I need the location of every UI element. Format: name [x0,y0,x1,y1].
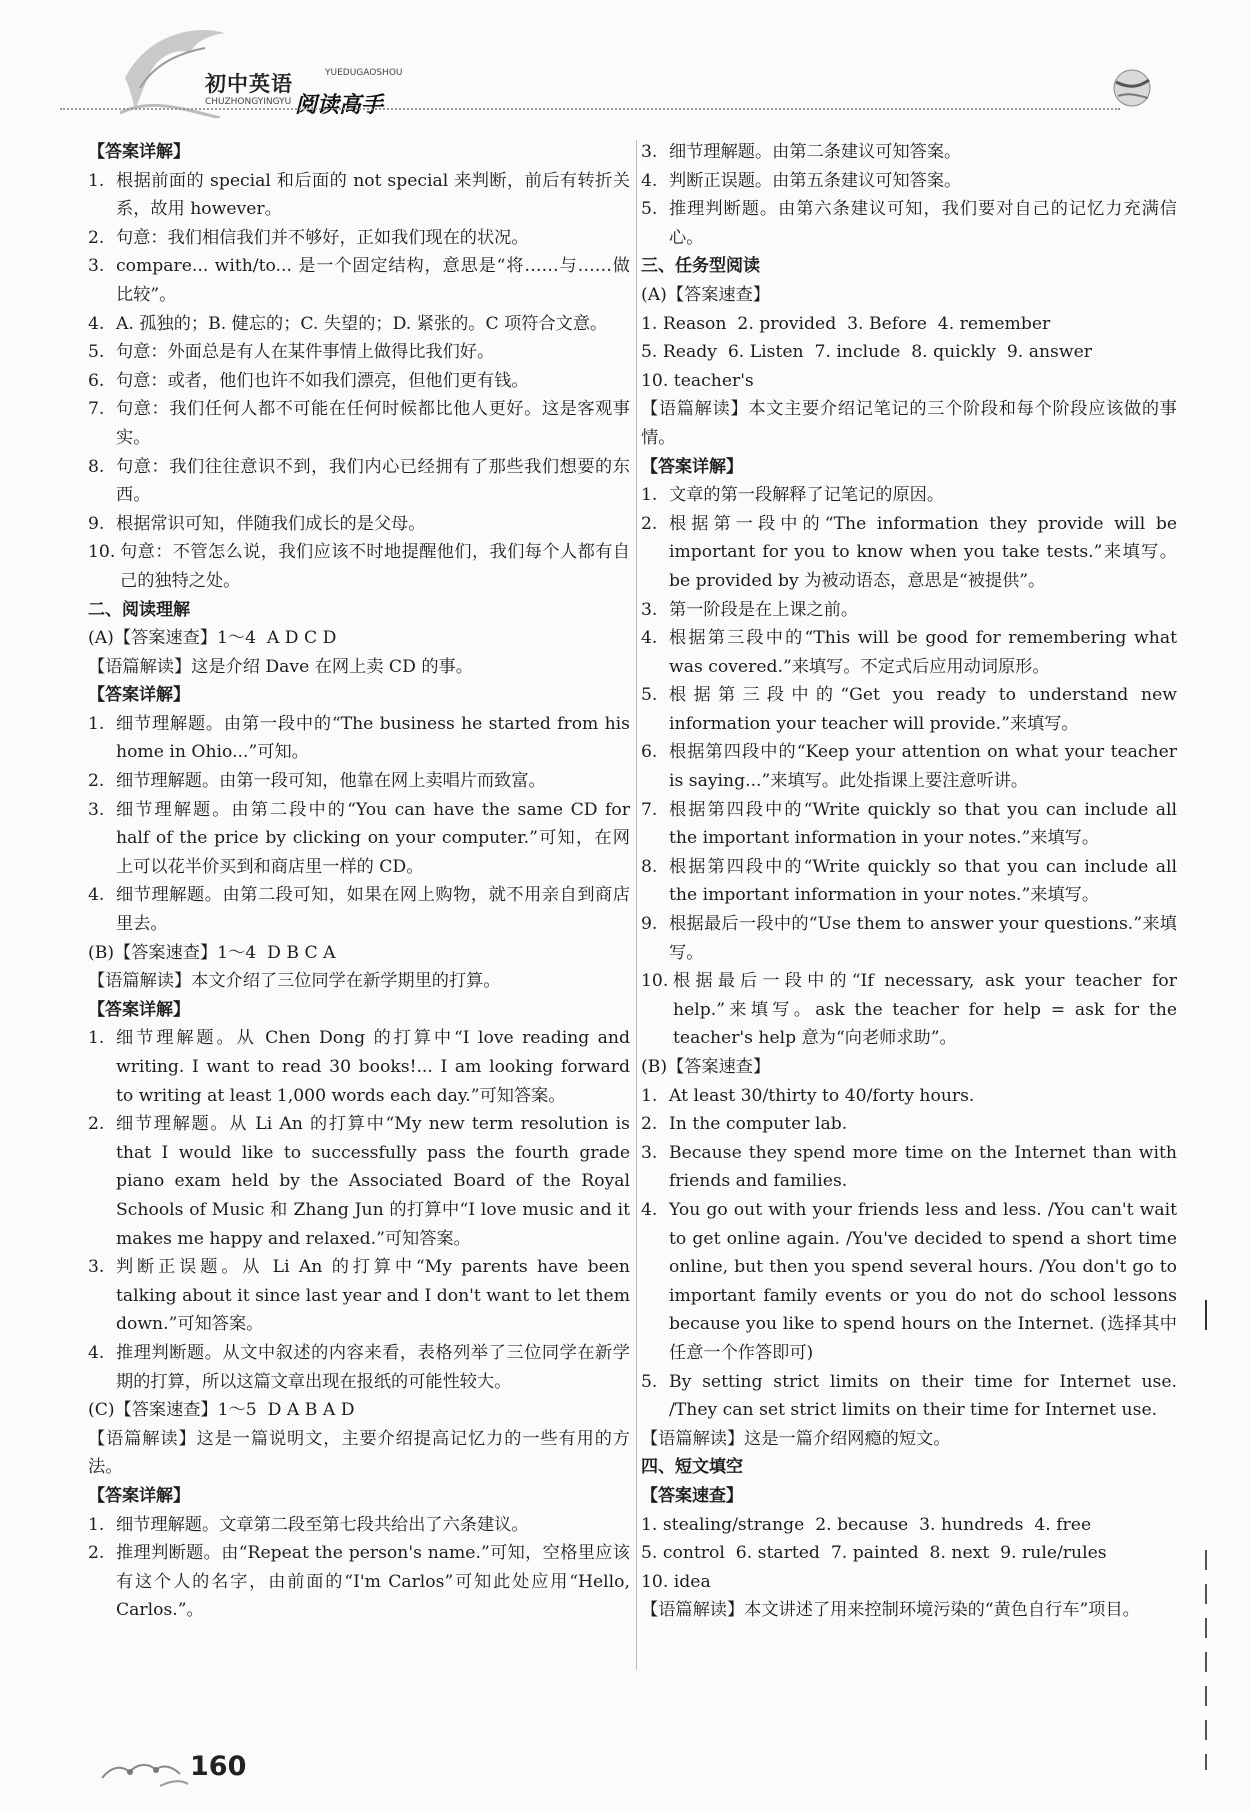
item-number: 4. [88,313,105,334]
ball-icon [1112,68,1152,108]
item-text: 根据第三段中的“Get you ready to understand new information your teacher will provide.”来填写。 [669,685,1177,734]
item-text: 根据最后一段中的“If necessary, ask your teacher for help.”来填写。ask the teacher for help = ask for the teacher's help 意为“向老师求助”。 [673,971,1177,1049]
item-text: In the computer lab. [669,1114,848,1135]
section-heading: 【答案详解】 [88,1485,190,1506]
answer-row: 1. Reason 2. provided 3. Before 4. remember [641,313,1051,334]
list-item [641,1368,1177,1425]
answer-row: 5. control 6. started 7. painted 8. next 9. rule/rules [641,1543,1107,1564]
item-text: 细节理解题。从 Chen Dong 的打算中“I love reading and writing. I want to read 30 books!... I am looking forward to writing at least 1,000 words each day.”可知答案。 [116,1028,630,1106]
list-item [641,481,1177,510]
item-text: 根据第四段中的“Write quickly so that you can include all the important information in your notes.”来填写。 [669,799,1177,849]
item-text: 细节理解题。文章第二段至第七段共给出了六条建议。 [116,1514,529,1535]
answer-row: 10. idea [641,1571,711,1592]
item-number: 7. [88,399,105,420]
item-number: 4. [88,885,105,906]
answer-row: 10. teacher's [641,370,754,391]
list-item [88,338,630,367]
list-item [88,1253,630,1339]
item-number: 1. [641,485,658,506]
list-item [641,796,1177,853]
brand-subtitle: 阅读高手 [295,93,384,118]
list-item [88,453,630,510]
column-divider [636,140,637,1670]
list-item [88,1024,630,1110]
list-item [641,596,1177,625]
answer-key-heading: (A)【答案速查】 [641,284,770,305]
footer-ornament-icon [100,1750,190,1790]
answer-key: (B)【答案速查】1～4 D B C A [88,942,336,963]
section-title: 二、阅读理解 [88,599,190,620]
item-number: 3. [88,256,105,277]
list-item [641,624,1177,681]
item-number: 5. [641,199,658,220]
item-text: 根据前面的 special 和后面的 not special 来判断，前后有转折关系，故用 however。 [116,170,630,220]
item-number: 7. [641,799,658,820]
passage-summary: 【语篇解读】本文讲述了用来控制环境污染的“黄色自行车”项目。 [641,1600,1140,1621]
list-item [88,1110,630,1253]
answer-row: 5. Ready 6. Listen 7. include 8. quickly 9. answer [641,342,1092,363]
answer-key-heading: (B)【答案速查】 [641,1057,771,1077]
item-number: 2. [641,1114,658,1135]
item-text: 根据第一段中的“The information they provide will be important for you to know when you take tests.”来填写。be provided by 为被动语态，意思是“被提供”。 [669,513,1177,591]
list-item [88,881,630,938]
item-number: 8. [88,456,105,477]
passage-summary: 【语篇解读】这是一篇说明文，主要介绍提高记忆力的一些有用的方法。 [88,1428,630,1478]
list-item [641,1110,1177,1139]
item-number: 9. [88,513,105,534]
item-number: 1. [88,170,105,191]
list-item [88,1539,630,1625]
header-divider [60,108,1120,110]
item-number: 1. [641,1085,658,1106]
item-number: 1. [88,1514,105,1535]
list-item [88,1339,630,1396]
section-heading: 【答案详解】 [88,142,190,162]
item-number: 2. [641,513,658,534]
brand-pinyin-top: YUEDUGAOSHOU [325,68,403,78]
item-number: 10. [88,542,116,563]
item-number: 6. [641,742,658,763]
list-item [641,853,1177,910]
item-text: 第一阶段是在上课之前。 [669,599,859,620]
item-text: 细节理解题。由第二条建议可知答案。 [669,142,962,162]
item-text: 推理判断题。由第六条建议可知，我们要对自己的记忆力充满信心。 [669,199,1177,248]
list-item [88,796,630,882]
answer-key: (A)【答案速查】1～4 A D C D [88,628,337,649]
item-text: 根据第四段中的“Write quickly so that you can include all the important information in your notes.”来填写。 [669,856,1177,906]
item-number: 3. [641,1142,658,1163]
list-item [88,310,630,339]
item-text: By setting strict limits on their time for Internet use. /They can set strict limits on their time for Internet use. [669,1371,1177,1421]
item-number: 10. [641,971,669,992]
list-item [641,738,1177,795]
list-item [88,510,630,539]
item-text: 细节理解题。由第二段中的“You can have the same CD for half of the price by clicking on your computer.”可知，在网上可以花半价买到和商店里一样的 CD。 [116,799,630,877]
item-text: At least 30/thirty to 40/forty hours. [669,1085,975,1106]
item-text: 推理判断题。由“Repeat the person's name.”可知，空格里应该有这个人的名字，由前面的“I'm Carlos”可知此处应用“Hello, Carlos.”。 [116,1543,630,1621]
item-text: You go out with your friends less and less. /You can't wait to get online again. /You've decided to spend a short time online, but then you spend several hours. /You don't go to important family events or you do not do school lessons because you like to spend hours on the Internet. (选择其中任意一个作答即可) [669,1199,1177,1363]
list-item [88,367,630,396]
item-text: 细节理解题。由第一段可知，他靠在网上卖唱片而致富。 [116,771,546,792]
item-number: 4. [641,628,658,649]
list-item [641,681,1177,738]
list-item [641,967,1177,1053]
section-heading: 【答案详解】 [641,456,743,477]
passage-summary: 【语篇解读】本文介绍了三位同学在新学期里的打算。 [88,971,501,992]
item-text: 句意：我们任何人都不可能在任何时候都比他人更好。这是客观事实。 [116,399,630,448]
page-number: 160 [190,1751,247,1782]
item-text: 句意：外面总是有人在某件事情上做得比我们好。 [116,342,495,363]
list-item [88,538,630,595]
brand-pinyin-bottom: CHUZHONGYINGYU [205,97,292,107]
passage-summary: 【语篇解读】这是介绍 Dave 在网上卖 CD 的事。 [88,656,473,677]
item-text: 根据常识可知，伴随我们成长的是父母。 [116,513,426,534]
item-number: 3. [641,599,658,620]
right-column [641,138,1177,1625]
item-number: 6. [88,370,105,391]
item-text: 句意：我们往往意识不到，我们内心已经拥有了那些我们想要的东西。 [116,456,630,506]
item-text: 根据第三段中的“This will be good for remembering what was covered.”来填写。不定式后应用动词原形。 [669,628,1177,677]
item-text: 文章的第一段解释了记笔记的原因。 [669,485,945,506]
list-item [88,710,630,767]
item-number: 5. [641,1371,658,1392]
item-number: 2. [88,1114,105,1135]
item-number: 4. [641,1199,658,1220]
item-number: 4. [641,170,658,191]
section-heading: 【答案详解】 [88,685,190,706]
list-item [641,195,1177,252]
item-number: 8. [641,856,658,877]
item-text: 细节理解题。由第一段中的“The business he started from his home in Ohio...”可知。 [116,713,630,763]
list-item [641,510,1177,596]
section-title: 三、任务型阅读 [641,256,760,277]
item-number: 5. [88,342,105,363]
list-item [88,224,630,253]
item-text: 判断正误题。由第五条建议可知答案。 [669,170,962,191]
item-number: 3. [88,799,105,820]
left-column [88,138,630,1625]
item-text: 句意：我们相信我们并不够好，正如我们现在的状况。 [116,227,529,248]
page-header [0,0,1250,135]
item-text: 细节理解题。由第二段可知，如果在网上购物，就不用亲自到商店里去。 [116,885,630,935]
passage-summary: 【语篇解读】这是一篇介绍网瘾的短文。 [641,1428,951,1449]
answer-row: 1. stealing/strange 2. because 3. hundreds 4. free [641,1514,1092,1535]
item-number: 3. [641,142,658,162]
margin-mark-icon [1203,1300,1209,1770]
list-item [641,138,1177,167]
item-text: 判断正误题。从 Li An 的打算中“My parents have been talking about it since last year and I don't want to let them down.”可知答案。 [116,1257,630,1335]
section-heading: 【答案详解】 [88,999,190,1020]
item-number: 1. [88,1028,105,1049]
answer-key: (C)【答案速查】1～5 D A B A D [88,1400,355,1421]
item-number: 5. [641,685,658,706]
item-text: 根据第四段中的“Keep your attention on what your teacher is saying...”来填写。此处指课上要注意听讲。 [669,742,1177,792]
item-text: 细节理解题。从 Li An 的打算中“My new term resolution is that I would like to successfully pass the fourth grade piano exam held by the Associated Board of the Royal Schools of Music 和 Zhang Jun 的打算中“I love music and it makes me happy and relaxed.”可知答案。 [116,1114,630,1249]
passage-summary: 【语篇解读】本文主要介绍记笔记的三个阶段和每个阶段应该做的事情。 [641,399,1177,448]
list-item [641,910,1177,967]
item-number: 2. [88,1543,105,1564]
item-text: compare... with/to... 是一个固定结构，意思是“将……与……做比较”。 [116,256,630,305]
item-number: 1. [88,713,105,734]
list-item [641,1082,1177,1111]
item-text: 根据最后一段中的“Use them to answer your questions.”来填写。 [669,914,1177,963]
item-number: 2. [88,227,105,248]
brand-title: 初中英语 [205,72,293,96]
list-item [641,1196,1177,1368]
item-number: 3. [88,1257,105,1278]
item-text: Because they spend more time on the Internet than with friends and families. [669,1142,1177,1192]
list-item [88,395,630,452]
list-item [88,1511,630,1540]
item-text: 句意：或者，他们也许不如我们漂亮，但他们更有钱。 [116,370,529,391]
section-title: 四、短文填空 [641,1457,743,1478]
answer-key-heading: 【答案速查】 [641,1485,743,1506]
list-item [88,767,630,796]
list-item [641,1139,1177,1196]
list-item [88,167,630,224]
item-text: 句意：不管怎么说，我们应该不时地提醒他们，我们每个人都有自己的独特之处。 [120,542,630,591]
list-item [641,167,1177,196]
item-number: 9. [641,914,658,935]
item-number: 2. [88,771,105,792]
item-text: A. 孤独的；B. 健忘的；C. 失望的；D. 紧张的。C 项符合文意。 [116,313,608,334]
item-text: 推理判断题。从文中叙述的内容来看，表格列举了三位同学在新学期的打算，所以这篇文章出现在报纸的可能性较大。 [116,1342,630,1392]
list-item [88,252,630,309]
item-number: 4. [88,1342,105,1363]
